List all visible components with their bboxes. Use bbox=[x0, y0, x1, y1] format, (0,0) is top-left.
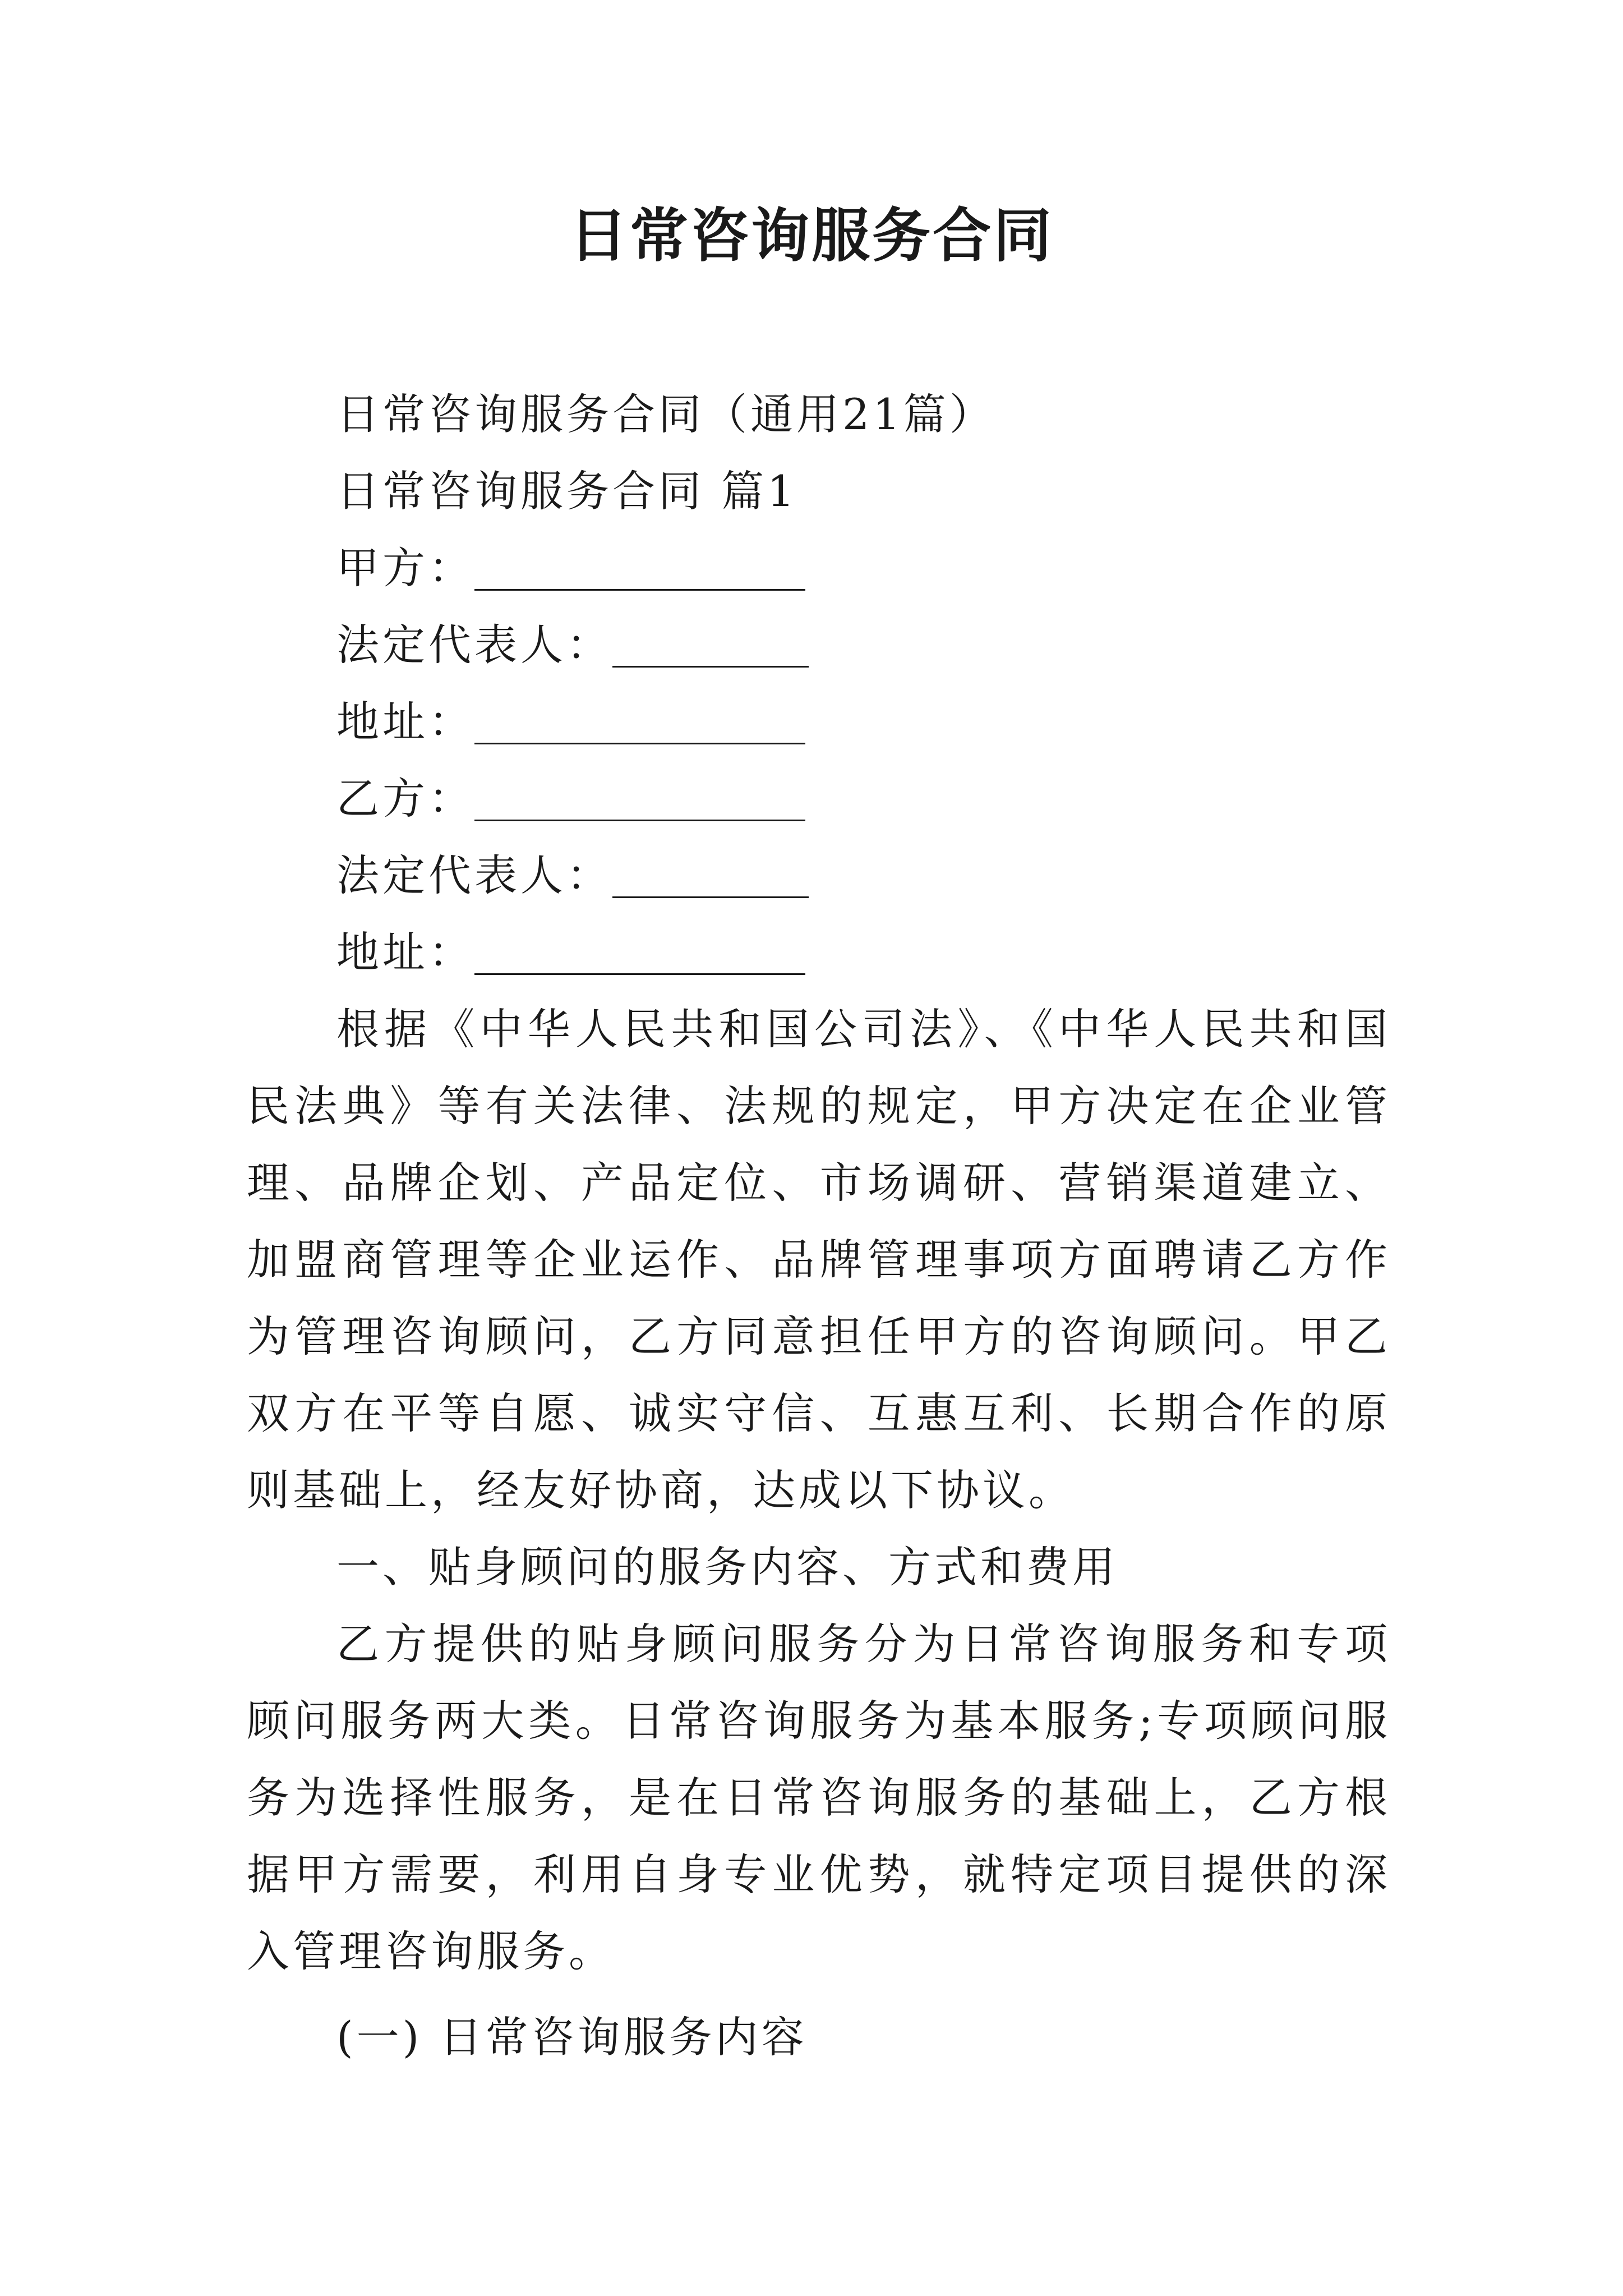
party-a-address-blank bbox=[474, 707, 805, 744]
party-a-field bbox=[247, 530, 1391, 606]
heading-service-content: 一、贴身顾问的服务内容、方式和费用 bbox=[336, 1542, 1118, 1592]
party-b-field bbox=[247, 760, 1391, 837]
party-b-address-label: 地址： bbox=[336, 927, 474, 977]
heading-daily-consulting: (一) 日常咨询服务内容 bbox=[336, 2012, 808, 2062]
party-b-address-field bbox=[247, 914, 1391, 991]
party-b-blank bbox=[474, 784, 805, 821]
document-subtitle: 日常咨询服务合同（通用21篇） bbox=[336, 389, 995, 439]
party-a-address-field bbox=[247, 683, 1391, 760]
party-a-representative-field bbox=[247, 606, 1391, 683]
party-b-representative-field bbox=[247, 837, 1391, 914]
party-a-representative-label: 法定代表人： bbox=[336, 620, 612, 670]
party-b-representative-blank bbox=[612, 861, 809, 898]
section-title: 日常咨询服务合同 篇1 bbox=[336, 466, 798, 516]
party-a-blank bbox=[474, 553, 805, 591]
party-a-label: 甲方： bbox=[336, 543, 474, 593]
document-body bbox=[247, 376, 1391, 2076]
party-a-representative-blank bbox=[612, 630, 809, 668]
paragraph-legal-basis: 根据《中华人民共和国公司法》、《中华人民共和国民法典》等有关法律、法规的规定，甲方决定在企业管理、品牌企划、产品定位、市场调研、营销渠道建立、加盟商管理等企业运作、品牌管理事项方面聘请乙方作为管理咨询顾问，乙方同意担任甲方的咨询顾问。甲乙双方在平等自愿、诚实守信、互惠互利、长期合作的原则基础上，经友好协商，达成以下协议。 bbox=[247, 1004, 1391, 1515]
party-b-label: 乙方： bbox=[336, 774, 474, 823]
paragraph-service-types: 乙方提供的贴身顾问服务分为日常咨询服务和专项顾问服务两大类。日常咨询服务为基本服务;专项顾问服务为选择性服务，是在日常咨询服务的基础上，乙方根据甲方需要，利用自身专业优势，就特定项目提供的深入管理咨询服务。 bbox=[247, 1619, 1391, 1976]
party-b-address-blank bbox=[474, 937, 805, 975]
party-b-representative-label: 法定代表人： bbox=[336, 850, 612, 900]
party-a-address-label: 地址： bbox=[336, 697, 474, 747]
document-title: 日常咨询服务合同 bbox=[569, 201, 1054, 270]
